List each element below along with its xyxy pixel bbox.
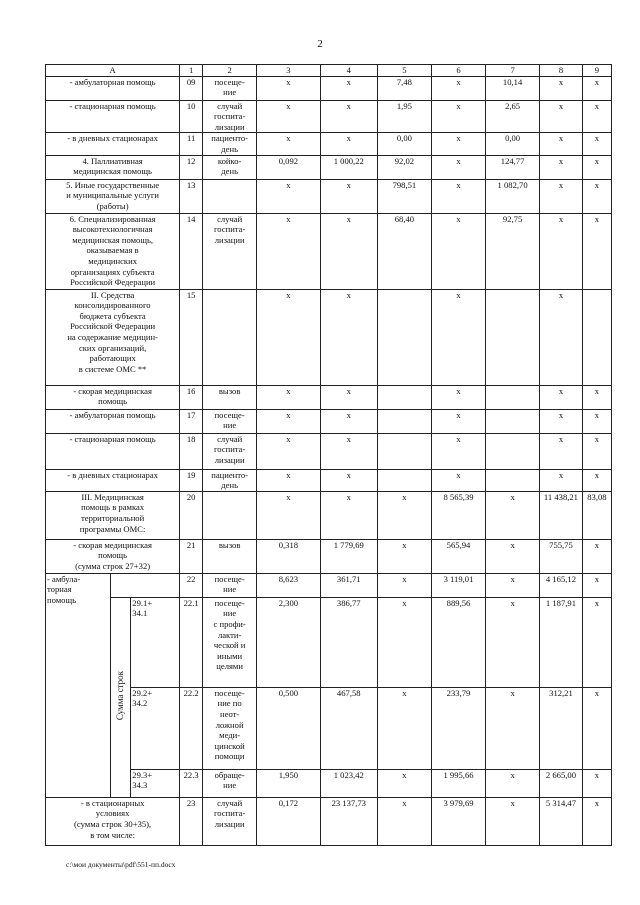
- cell-c1: 21: [180, 539, 203, 573]
- table-row: [46, 155, 612, 179]
- cell-c5: 798,51: [377, 179, 431, 213]
- cell-c6: 3 979,69: [431, 797, 485, 845]
- cell-c1: 14: [180, 213, 203, 289]
- cell-c1: 22: [180, 573, 203, 597]
- cell-c2: посеще- ние: [203, 409, 257, 433]
- cell-c7: 1 082,70: [486, 179, 540, 213]
- cell-c5: [377, 289, 431, 385]
- cell-c3: x: [257, 100, 320, 133]
- cell-c2: [203, 289, 257, 385]
- cell-c1: 13: [180, 179, 203, 213]
- cell-c1: 22.3: [180, 769, 203, 797]
- cell-c7: x: [486, 769, 540, 797]
- cell-c6: 8 565,39: [431, 491, 485, 539]
- cell-c2: [203, 179, 257, 213]
- cell-c9: x: [582, 179, 611, 213]
- cell-c2: пациенто- день: [203, 133, 257, 155]
- cell-c7: 2,65: [486, 100, 540, 133]
- sum-of-rows-label: Сумма строк: [115, 671, 126, 721]
- cell-c8: x: [540, 155, 583, 179]
- data-table: [45, 64, 612, 846]
- row-label: - скорая медицинская помощь: [46, 385, 180, 409]
- cell-c2: случай госпита- лизации: [203, 100, 257, 133]
- cell-c5: [377, 409, 431, 433]
- cell-c5: 0,00: [377, 133, 431, 155]
- row-label: - в стационарных условиях (сумма строк 30+35), в том числе:: [46, 797, 180, 845]
- cell-c6: 889,56: [431, 597, 485, 687]
- column-header: 8: [540, 65, 583, 77]
- cell-c6: x: [431, 409, 485, 433]
- table-row: [46, 797, 612, 845]
- row-label: 4. Паллиативная медицинская помощь: [46, 155, 180, 179]
- cell-c1: 20: [180, 491, 203, 539]
- table-row: [46, 491, 612, 539]
- cell-c3: x: [257, 469, 320, 491]
- cell-c7: x: [486, 539, 540, 573]
- cell-c8: 1 187,91: [540, 597, 583, 687]
- cell-c2: случай госпита- лизации: [203, 797, 257, 845]
- column-header: А: [46, 65, 180, 77]
- cell-c4: x: [320, 213, 377, 289]
- cell-c1: 11: [180, 133, 203, 155]
- cell-c2: случай госпита- лизации: [203, 213, 257, 289]
- row-label: 6. Специализированная высокотехнологичная медицинская помощь, оказываемая в медицинских организациях субъекта Российской Федерации: [46, 213, 180, 289]
- cell-c5: x: [377, 797, 431, 845]
- row-label: - в дневных стационарах: [46, 469, 180, 491]
- row-label: - стационарная помощь: [46, 433, 180, 469]
- cell-c8: 4 165,12: [540, 573, 583, 597]
- cell-c2: койко- день: [203, 155, 257, 179]
- row-label: 5. Иные государственные и муниципальные услуги (работы): [46, 179, 180, 213]
- cell-c1: 12: [180, 155, 203, 179]
- cell-c6: 233,79: [431, 687, 485, 769]
- table-row: [46, 573, 612, 597]
- cell-c9: x: [582, 213, 611, 289]
- cell-c5: [377, 385, 431, 409]
- column-header: 9: [582, 65, 611, 77]
- cell-c4: x: [320, 433, 377, 469]
- table-row: [46, 133, 612, 155]
- cell-c3: x: [257, 409, 320, 433]
- cell-c7: x: [486, 491, 540, 539]
- table-row: [46, 385, 612, 409]
- table-row: [46, 469, 612, 491]
- cell-c5: 68,40: [377, 213, 431, 289]
- cell-c4: x: [320, 179, 377, 213]
- cell-c9: x: [582, 597, 611, 687]
- cell-c4: x: [320, 289, 377, 385]
- row-label: - скорая медицинская помощь (сумма строк 27+32): [46, 539, 180, 573]
- cell-c3: x: [257, 133, 320, 155]
- cell-c5: [377, 469, 431, 491]
- cell-c4: x: [320, 385, 377, 409]
- cell-c6: x: [431, 133, 485, 155]
- cell-c4: 1 023,42: [320, 769, 377, 797]
- cell-c5: [377, 433, 431, 469]
- cell-c4: x: [320, 469, 377, 491]
- cell-c9: x: [582, 76, 611, 100]
- cell-c9: 83,08: [582, 491, 611, 539]
- row-label: III. Медицинская помощь в рамках территориальной программы ОМС:: [46, 491, 180, 539]
- cell-c1: 10: [180, 100, 203, 133]
- cell-c9: x: [582, 573, 611, 597]
- cell-c8: x: [540, 100, 583, 133]
- cell-c7: [486, 289, 540, 385]
- cell-c1: 19: [180, 469, 203, 491]
- table-row: [46, 769, 612, 797]
- cell-c1: 22.2: [180, 687, 203, 769]
- cell-c2: [203, 491, 257, 539]
- row-reference: 29.3+ 34.3: [131, 769, 180, 797]
- table-row: [46, 409, 612, 433]
- cell-c7: [486, 469, 540, 491]
- column-header: 3: [257, 65, 320, 77]
- cell-c3: 0,500: [257, 687, 320, 769]
- cell-c9: x: [582, 769, 611, 797]
- cell-c4: x: [320, 100, 377, 133]
- cell-c7: [486, 433, 540, 469]
- table-row: [46, 433, 612, 469]
- column-header: 1: [180, 65, 203, 77]
- cell-c1: 09: [180, 76, 203, 100]
- cell-c3: 8,623: [257, 573, 320, 597]
- table-row: [46, 76, 612, 100]
- row-label: - амбулаторная помощь: [46, 76, 180, 100]
- cell-c7: 0,00: [486, 133, 540, 155]
- cell-c7: [486, 385, 540, 409]
- cell-c8: x: [540, 76, 583, 100]
- cell-c6: x: [431, 385, 485, 409]
- cell-c5: x: [377, 769, 431, 797]
- row-label: - в дневных стационарах: [46, 133, 180, 155]
- cell-c1: 22.1: [180, 597, 203, 687]
- cell-c6: 565,94: [431, 539, 485, 573]
- cell-c7: [486, 409, 540, 433]
- cell-c2: вызов: [203, 539, 257, 573]
- cell-c8: 755,75: [540, 539, 583, 573]
- cell-c3: 0,318: [257, 539, 320, 573]
- table-row: [46, 539, 612, 573]
- cell-c8: x: [540, 133, 583, 155]
- cell-c2: посеще- ние: [203, 76, 257, 100]
- cell-c3: 0,092: [257, 155, 320, 179]
- cell-c4: 467,58: [320, 687, 377, 769]
- row-reference: 29.1+ 34.1: [131, 597, 180, 687]
- cell-c4: 23 137,73: [320, 797, 377, 845]
- cell-c9: x: [582, 409, 611, 433]
- cell-c6: x: [431, 100, 485, 133]
- cell-c7: 10,14: [486, 76, 540, 100]
- cell-c1: 16: [180, 385, 203, 409]
- cell-c8: x: [540, 469, 583, 491]
- page-number: 2: [317, 38, 323, 50]
- cell-c7: 92,75: [486, 213, 540, 289]
- cell-c3: x: [257, 76, 320, 100]
- cell-c2: посеще- ние по неот- ложной меди- цинской помощи: [203, 687, 257, 769]
- cell-c8: x: [540, 433, 583, 469]
- cell-c2: посеще- ние с профи- лакти- ческой и иными целями: [203, 597, 257, 687]
- cell-c6: x: [431, 179, 485, 213]
- table-row: [46, 289, 612, 385]
- cell-c6: 3 119,01: [431, 573, 485, 597]
- cell-c4: x: [320, 76, 377, 100]
- cell-c6: x: [431, 433, 485, 469]
- table-row: [46, 687, 612, 769]
- cell-c8: x: [540, 213, 583, 289]
- cell-c9: x: [582, 133, 611, 155]
- table-row: [46, 100, 612, 133]
- sum-of-rows-cell: [110, 597, 131, 797]
- cell-c8: 312,21: [540, 687, 583, 769]
- cell-c2: пациенто- день: [203, 469, 257, 491]
- cell-c7: x: [486, 797, 540, 845]
- row-label: - амбулаторная помощь: [46, 409, 180, 433]
- cell-c9: x: [582, 469, 611, 491]
- cell-c4: x: [320, 491, 377, 539]
- cell-c6: x: [431, 76, 485, 100]
- cell-c8: x: [540, 289, 583, 385]
- cell-c1: 23: [180, 797, 203, 845]
- cell-c9: x: [582, 433, 611, 469]
- cell-c6: x: [431, 213, 485, 289]
- cell-c6: x: [431, 155, 485, 179]
- cell-c9: x: [582, 687, 611, 769]
- cell-c8: 5 314,47: [540, 797, 583, 845]
- cell-c7: x: [486, 573, 540, 597]
- cell-c3: 1,950: [257, 769, 320, 797]
- cell-c9: [582, 289, 611, 385]
- column-header: 2: [203, 65, 257, 77]
- cell-c2: вызов: [203, 385, 257, 409]
- column-header: 7: [486, 65, 540, 77]
- cell-c1: 17: [180, 409, 203, 433]
- cell-c2: обраще- ние: [203, 769, 257, 797]
- cell-c5: 92,02: [377, 155, 431, 179]
- cell-c6: x: [431, 469, 485, 491]
- cell-c8: x: [540, 385, 583, 409]
- cell-c9: x: [582, 539, 611, 573]
- cell-c7: x: [486, 687, 540, 769]
- row-reference: 29.2+ 34.2: [131, 687, 180, 769]
- cell-c6: x: [431, 289, 485, 385]
- cell-c5: x: [377, 687, 431, 769]
- cell-c1: 18: [180, 433, 203, 469]
- column-header: 5: [377, 65, 431, 77]
- row-label: - амбула- торная помощь: [46, 573, 111, 797]
- cell-c5: x: [377, 573, 431, 597]
- cell-c4: 1 000,22: [320, 155, 377, 179]
- cell-c6: 1 995,66: [431, 769, 485, 797]
- cell-c3: x: [257, 179, 320, 213]
- cell-c9: x: [582, 100, 611, 133]
- cell-c9: x: [582, 385, 611, 409]
- cell-c4: 1 779,69: [320, 539, 377, 573]
- cell-c8: 11 438,21: [540, 491, 583, 539]
- cell-c9: x: [582, 797, 611, 845]
- cell-c4: x: [320, 409, 377, 433]
- cell-c8: x: [540, 179, 583, 213]
- header-row: [46, 65, 612, 77]
- table-row: [46, 213, 612, 289]
- cell-c5: x: [377, 597, 431, 687]
- cell-c3: x: [257, 385, 320, 409]
- column-header: 6: [431, 65, 485, 77]
- cell-c4: x: [320, 133, 377, 155]
- cell-c3: x: [257, 433, 320, 469]
- cell-c4: 361,71: [320, 573, 377, 597]
- cell-c3: x: [257, 213, 320, 289]
- cell-c8: x: [540, 409, 583, 433]
- column-header: 4: [320, 65, 377, 77]
- cell-c1: 15: [180, 289, 203, 385]
- row-label: - стационарная помощь: [46, 100, 180, 133]
- table-row: [46, 179, 612, 213]
- cell-c3: x: [257, 491, 320, 539]
- cell-c5: 1,95: [377, 100, 431, 133]
- table-row: [46, 597, 612, 687]
- cell-c3: 0,172: [257, 797, 320, 845]
- cell-c5: 7,48: [377, 76, 431, 100]
- cell-c9: x: [582, 155, 611, 179]
- row-label: II. Средства консолидированного бюджета субъекта Российской Федерации на содержание медицин- ских организаций, работающих в системе ОМС **: [46, 289, 180, 385]
- cell-c3: 2,300: [257, 597, 320, 687]
- cell-c7: x: [486, 597, 540, 687]
- cell-c8: 2 665,00: [540, 769, 583, 797]
- file-path-footer: c:\мои документы\pdf\551-пп.docx: [66, 860, 176, 869]
- cell-c3: x: [257, 289, 320, 385]
- cell-c5: x: [377, 491, 431, 539]
- blank-cell: [110, 573, 180, 597]
- cell-c2: посеще- ние: [203, 573, 257, 597]
- cell-c5: x: [377, 539, 431, 573]
- cell-c4: 386,77: [320, 597, 377, 687]
- cell-c7: 124,77: [486, 155, 540, 179]
- cell-c2: случай госпита- лизации: [203, 433, 257, 469]
